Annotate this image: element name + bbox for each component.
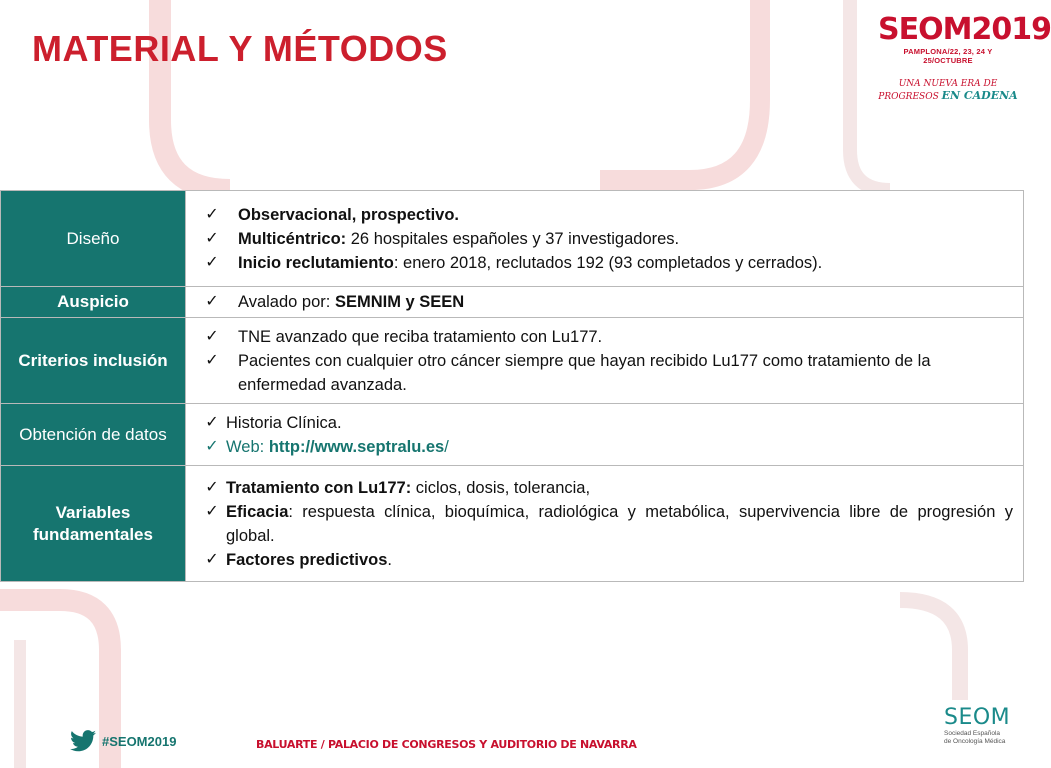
list-item: ✓ Eficacia: respuesta clínica, bioquímica, radiológica y metabólica, supervivencia libre de progresión y global. (200, 500, 1013, 548)
list-item: ✓ Factores predictivos. (200, 548, 1013, 572)
page-title: MATERIAL Y MÉTODOS (32, 28, 448, 69)
list-item: ✓ TNE avanzado que reciba tratamiento con Lu177. (200, 325, 1013, 349)
hashtag-text: #SEOM2019 (102, 733, 177, 749)
table-row (1, 404, 1024, 466)
hashtag-footer (70, 730, 176, 752)
twitter-bird-icon (70, 730, 96, 752)
table-row (1, 466, 1024, 582)
logo-tagline-b: EN CADENA (941, 89, 1018, 102)
seom-sub-2: de Oncología Médica (944, 738, 1006, 745)
check-icon: ✓ (205, 437, 219, 455)
seom-mark: SEOM (944, 705, 1011, 730)
venue-text (256, 738, 637, 751)
list-item: ✓ Historia Clínica. (200, 411, 1013, 435)
row-content (186, 466, 1024, 582)
check-icon: ✓ (205, 229, 219, 247)
list-item: ✓ Observacional, prospectivo. (200, 203, 1013, 227)
list-item: ✓ Pacientes con cualquier otro cáncer siempre que hayan recibido Lu177 como tratamiento de la enfermedad avanzada. (200, 349, 1013, 397)
venue-a: BALUARTE (256, 738, 318, 751)
logo-year: 2019 (971, 12, 1051, 47)
logo-tagline (878, 79, 1018, 102)
row-content (186, 318, 1024, 404)
seom2019-logo (878, 12, 1051, 102)
table-row (1, 318, 1024, 404)
list-item: ✓ Avalado por: SEMNIM y SEEN (200, 290, 1013, 314)
list-item: ✓ Web: http://www.septralu.es/ (200, 435, 1013, 459)
methods-table (0, 190, 1024, 582)
list-item: ✓ Tratamiento con Lu177: ciclos, dosis, tolerancia, (200, 476, 1013, 500)
check-icon: ✓ (205, 293, 219, 310)
row-label: Auspicio (1, 287, 186, 318)
logo-tagline-a: UNA NUEVA ERA DE PROGRESOS (878, 79, 998, 102)
check-icon: ✓ (205, 205, 219, 223)
website-link[interactable]: http://www.septralu.es (268, 437, 445, 456)
list-item: ✓ Inicio reclutamiento: enero 2018, reclutados 192 (93 completados y cerrados). (200, 251, 1013, 275)
venue-b: PALACIO DE CONGRESOS Y AUDITORIO DE NAVARRA (328, 738, 637, 751)
row-label: Variables fundamentales (1, 466, 186, 582)
row-content (186, 191, 1024, 287)
row-content (186, 404, 1024, 466)
check-icon: ✓ (205, 478, 219, 496)
venue-sep: / (317, 738, 328, 751)
table-row (1, 191, 1024, 287)
table-row (1, 287, 1024, 318)
check-icon: ✓ (205, 351, 219, 369)
logo-main-text: SEOM (878, 12, 972, 47)
check-icon: ✓ (205, 327, 219, 345)
check-icon: ✓ (205, 550, 219, 568)
seom-society-logo (944, 706, 1014, 746)
check-icon: ✓ (205, 413, 219, 431)
list-item: ✓ Multicéntrico: 26 hospitales españoles y 37 investigadores. (200, 227, 1013, 251)
row-label: Obtención de datos (1, 404, 186, 466)
row-label: Diseño (1, 191, 186, 287)
row-content (186, 287, 1024, 318)
check-icon: ✓ (205, 253, 219, 271)
web-label: Web (226, 437, 260, 456)
row-label: Criterios inclusión (1, 318, 186, 404)
seom-sub-1: Sociedad Española (944, 730, 1001, 737)
logo-subtitle: PAMPLONA/22, 23, 24 Y 25/OCTUBRE (903, 47, 993, 65)
check-icon: ✓ (205, 502, 219, 520)
